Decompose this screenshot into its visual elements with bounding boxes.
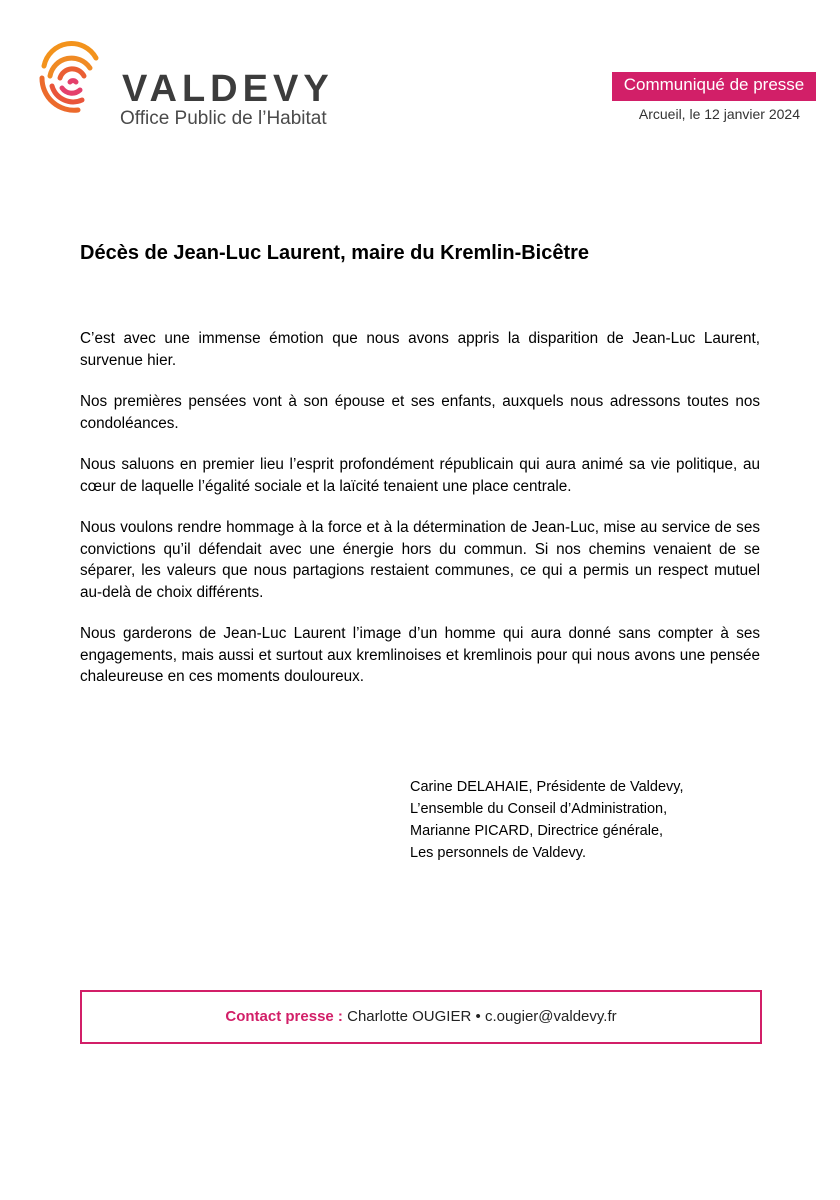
contact-name: Charlotte OUGIER: [347, 1008, 472, 1025]
contact-separator: •: [475, 1008, 481, 1025]
valdevy-logo: [38, 36, 334, 136]
paragraph: Nos premières pensées vont à son épouse et ses enfants, auxquels nous adressons toutes nos condoléances.: [80, 393, 760, 432]
contact-email[interactable]: c.ougier@valdevy.fr: [484, 1008, 617, 1025]
paragraph: C’est avec une immense émotion que nous avons appris la disparition de Jean-Luc Laurent, survenue hier.: [80, 330, 760, 369]
signature-line: Les personnels de Valdevy.: [410, 845, 586, 861]
signature-line: Marianne PICARD, Directrice générale,: [410, 823, 664, 839]
fingerprint-icon: [38, 36, 108, 116]
page-title: Décès de Jean-Luc Laurent, maire du Kremlin-Bicêtre: [80, 242, 590, 264]
signature-block: [410, 776, 684, 864]
release-date: Arcueil, le 12 janvier 2024: [638, 106, 800, 122]
brand-subtitle: Office Public de l’Habitat: [120, 108, 327, 129]
press-label-underline: [612, 98, 816, 101]
press-contact-box: [80, 990, 762, 1044]
paragraph: Nous saluons en premier lieu l’esprit profondément républicain qui aura animé sa vie politique, au cœur de laquelle l’égalité sociale et la laïcité tenaient une place centrale.: [80, 456, 760, 495]
press-release-body: [80, 328, 760, 708]
signature-line: L’ensemble du Conseil d’Administration,: [410, 801, 668, 817]
contact-label: Contact presse :: [225, 1008, 343, 1025]
signature-line: Carine DELAHAIE, Présidente de Valdevy,: [410, 779, 684, 795]
press-release-label: Communiqué de presse: [612, 72, 816, 98]
brand-name: VALDEVY: [122, 68, 334, 110]
paragraph: Nous garderons de Jean-Luc Laurent l’image d’un homme qui aura donné sans compter à ses engagements, mais aussi et surtout aux kremlinoises et kremlinois pour qui nous avons une pensée chaleureuse en ces moments douloureux.: [80, 625, 760, 685]
paragraph: Nous voulons rendre hommage à la force et à la détermination de Jean-Luc, mise au service de ses convictions qu’il défendait avec une énergie hors du commun. Si nos chemins venaient de se séparer, les valeurs que nous partagions restaient communes, ce qui a permis un respect mutuel au-delà de choix différents.: [80, 519, 760, 601]
